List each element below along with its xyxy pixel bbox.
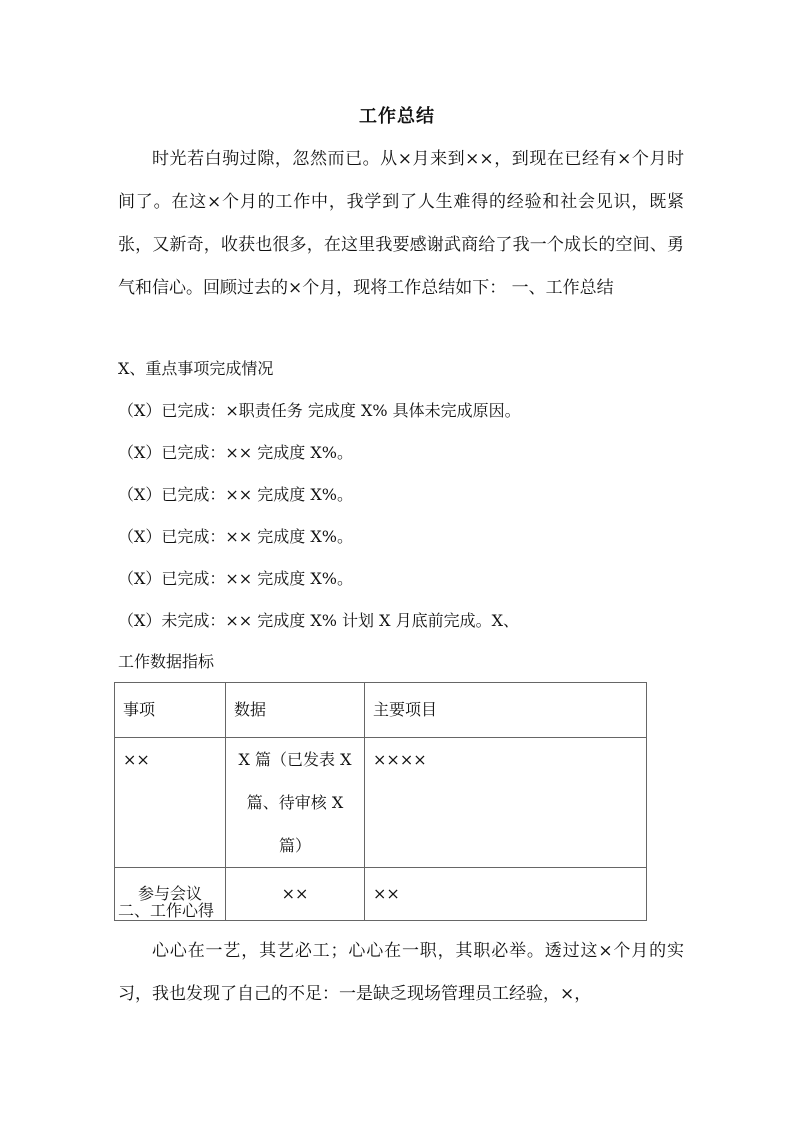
table-cell: ×× bbox=[226, 868, 365, 921]
closing-paragraph: 心心在一艺，其艺必工；心心在一职，其职必举。透过这×个月的实习，我也发现了自己的不足：一是缺乏现场管理员工经验，×， bbox=[118, 941, 684, 1004]
item-line-5: （X）已完成：×× 完成度 X%。 bbox=[118, 569, 353, 588]
metrics-table bbox=[114, 682, 647, 921]
table-cell: X 篇（已发表 X 篇、待审核 X 篇） bbox=[226, 738, 365, 868]
table-cell: ×××× bbox=[365, 738, 647, 868]
table-row bbox=[115, 738, 647, 868]
table-cell: ×× bbox=[365, 868, 647, 921]
section-two-heading: 二、工作心得 bbox=[118, 901, 215, 920]
item-line-1: （X）已完成：×职责任务 完成度 X% 具体未完成原因。 bbox=[118, 401, 521, 420]
table-header-cell: 数据 bbox=[226, 683, 365, 738]
item-line-3: （X）已完成：×× 完成度 X%。 bbox=[118, 485, 353, 504]
table-header-row bbox=[115, 683, 647, 738]
table-cell: 参与会议 bbox=[115, 868, 226, 921]
item-line-6: （X）未完成：×× 完成度 X% 计划 X 月底前完成。X、 bbox=[118, 611, 520, 630]
intro-paragraph: 时光若白驹过隙，忽然而已。从×月来到××，到现在已经有×个月时间了。在这×个月的工作中，我学到了人生难得的经验和社会见识，既紧张，又新奇，收获也很多，在这里我要感谢武商给了我一个成长的空间、勇气和信心。回顾过去的×个月，现将工作总结如下： 一、工作总结 bbox=[118, 149, 684, 298]
item-line-4: （X）已完成：×× 完成度 X%。 bbox=[118, 527, 353, 546]
table-header-cell: 事项 bbox=[115, 683, 226, 738]
data-heading: 工作数据指标 bbox=[118, 652, 215, 671]
document-title: 工作总结 bbox=[359, 106, 435, 127]
section-key-items-heading: X、重点事项完成情况 bbox=[118, 359, 274, 378]
item-line-2: （X）已完成：×× 完成度 X%。 bbox=[118, 443, 353, 462]
table-header-cell: 主要项目 bbox=[365, 683, 647, 738]
table-cell: ×× bbox=[115, 738, 226, 868]
